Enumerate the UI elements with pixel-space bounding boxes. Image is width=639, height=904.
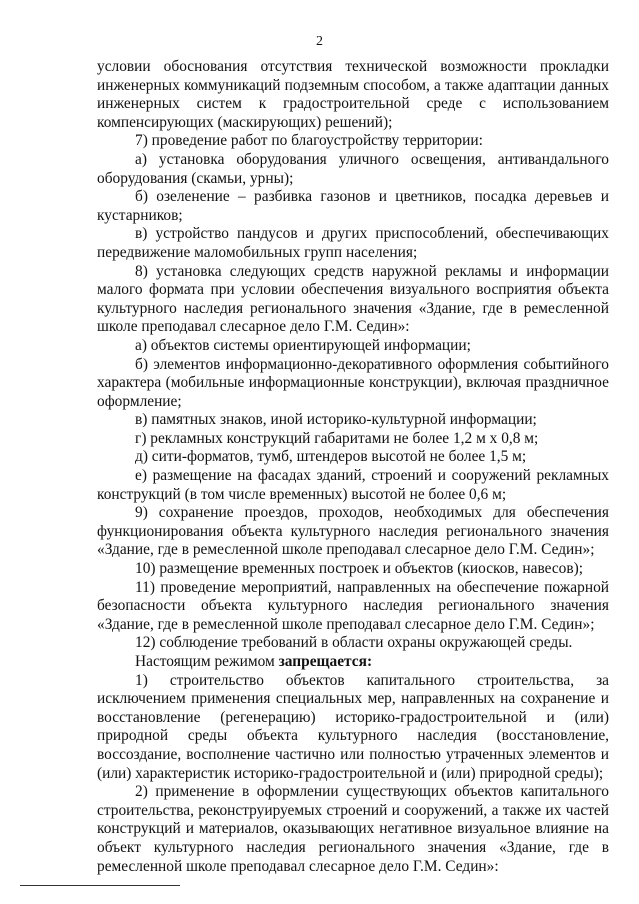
paragraph-item-7b: б) озеленение – разбивка газонов и цветников, посадка деревьев и кустарников; <box>97 188 609 224</box>
paragraph-item-8g: г) рекламных конструкций габаритами не более 1,2 м x 0,8 м; <box>135 429 539 447</box>
page-number: 2 <box>316 34 323 49</box>
paragraph-item-7: 7) проведение работ по благоустройству территории: <box>135 132 483 150</box>
prohibited-lead: Настоящим режимом <box>135 653 279 670</box>
paragraph-item-8d: д) сити-форматов, тумб, штендеров высотой не более 1,5 м; <box>135 448 527 466</box>
paragraph-item-8: 8) установка следующих средств наружной рекламы и информации малого формата при условии обеспечения визуального восприятия объекта культурного наследия регионального значения «Здание, где в ремесленной школе преподавал слесарное дело Г.М. Седин»: <box>97 262 609 336</box>
paragraph-item-8b: б) элементов информационно-декоративного оформления событийного характера (мобильные информационные конструкции), включая праздничное оформление; <box>97 355 609 410</box>
paragraph-prohibited-1: 1) строительство объектов капитального строительства, за исключением применения специальных мер, направленных на сохранение и восстановление (регенерацию) историко-градостроительной и (или) природной среды объекта культурного наследия (восстановление, воссоздание, восполнение частично или полностью утраченных элементов и (или) характеристик историко-градостроительной и (или) природной среды); <box>97 671 609 782</box>
paragraph-item-9: 9) сохранение проездов, проходов, необходимых для обеспечения функционирования объекта культурного наследия регионального значения «Здание, где в ремесленной школе преподавал слесарное дело Г.М. Седин»; <box>97 504 609 559</box>
paragraph-item-8v: в) памятных знаков, иной историко-культурной информации; <box>135 411 537 429</box>
prohibited-keyword: запрещается: <box>278 653 373 670</box>
document-body <box>97 58 609 876</box>
paragraph-item-11: 11) проведение мероприятий, направленных на обеспечение пожарной безопасности объекта культурного наследия регионального значения «Здание, где в ремесленной школе преподавал слесарное дело Г.М. Седин»; <box>97 578 609 633</box>
paragraph-item-10: 10) размещение временных построек и объектов (киосков, навесов); <box>135 560 584 578</box>
footer-divider <box>20 885 180 886</box>
paragraph-item-7v: в) устройство пандусов и других приспособлений, обеспечивающих передвижение маломобильных групп населения; <box>97 225 609 261</box>
paragraph-prohibited-heading <box>97 653 609 672</box>
paragraph-engineering-networks: условии обоснования отсутствия технической возможности прокладки инженерных коммуникаций подземным способом, а также адаптации данных инженерных систем к градостроительной среде с использованием компенсирующих (маскирующих) решений); <box>97 58 609 131</box>
paragraph-item-8e: е) размещение на фасадах зданий, строений и сооружений рекламных конструкций (в том числе временных) высотой не более 0,6 м; <box>97 467 609 503</box>
paragraph-item-12: 12) соблюдение требований в области охраны окружающей среды. <box>135 634 573 652</box>
paragraph-item-8a: а) объектов системы ориентирующей информации; <box>135 336 471 354</box>
paragraph-prohibited-2: 2) применение в оформлении существующих объектов капитального строительства, реконструируемых строений и сооружений, а также их частей конструкций и материалов, оказывающих негативное визуальное влияние на объект культурного наследия регионального значения «Здание, где в ремесленной школе преподавал слесарное дело Г.М. Седин»: <box>97 783 609 875</box>
paragraph-item-7a: а) установка оборудования уличного освещения, антивандального оборудования (скамьи, урны); <box>97 150 609 187</box>
